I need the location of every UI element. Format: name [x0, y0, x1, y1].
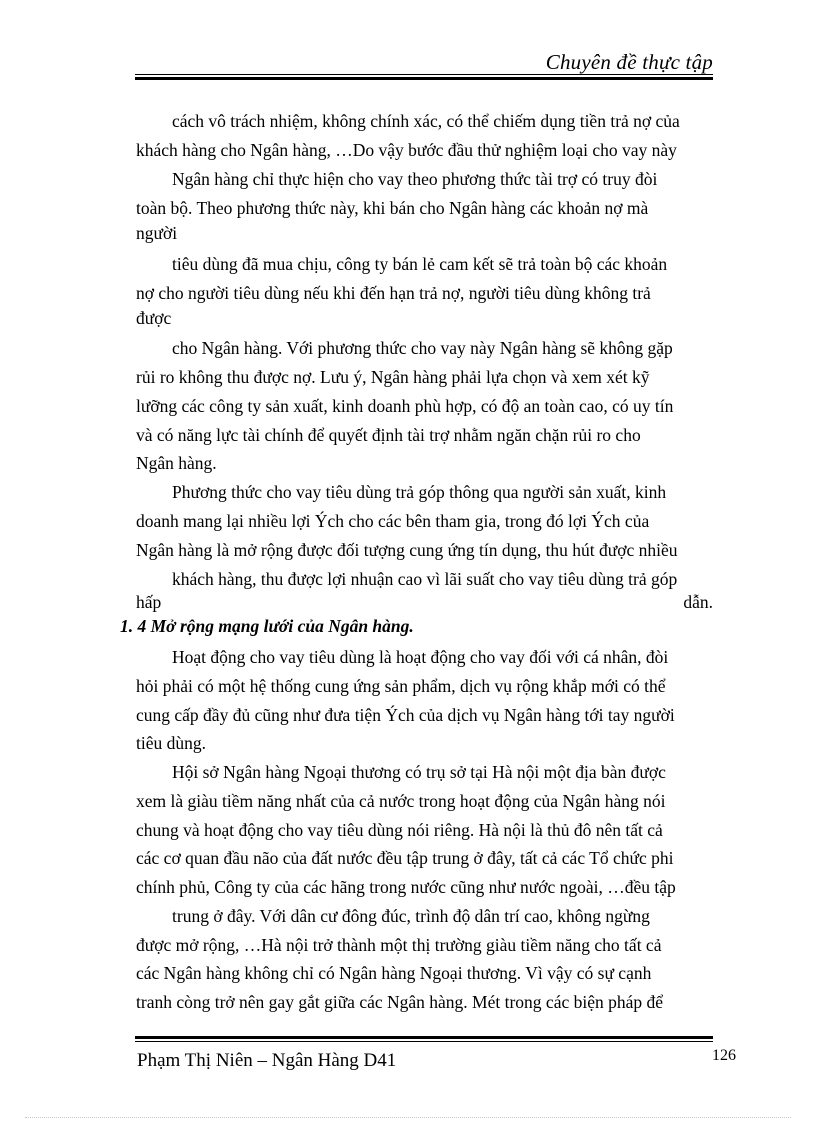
text-line: nợ cho người tiêu dùng nếu khi đến hạn trả nợ, người tiêu dùng không trả [136, 283, 651, 303]
footer-rule-thick [135, 1036, 713, 1039]
text-line: tiêu dùng. [136, 733, 206, 753]
section-heading: 1. 4 Mở rộng mạng lưới của Ngân hàng. [120, 616, 414, 636]
text-line: Phương thức cho vay tiêu dùng trả góp thông qua người sản xuất, kinh [172, 482, 667, 502]
text-line: xem là giàu tiềm năng nhất của cả nước trong hoạt động của Ngân hàng nói [136, 791, 666, 811]
text-line: cho Ngân hàng. Với phương thức cho vay này Ngân hàng sẽ không gặp [172, 338, 673, 358]
text-line: cung cấp đầy đủ cũng như đưa tiện Ých của dịch vụ Ngân hàng tới tay người [136, 705, 675, 725]
text-line: các Ngân hàng không chỉ có Ngân hàng Ngoại thương. Vì vậy có sự cạnh [136, 963, 652, 983]
footer-rule-thin [135, 1041, 713, 1042]
text-line: Hội sở Ngân hàng Ngoại thương có trụ sở tại Hà nội một địa bàn được [172, 762, 666, 782]
text-line: các cơ quan đầu não của đất nước đều tập trung ở đây, tất cả các Tổ chức phi [136, 848, 674, 868]
text-line: người [136, 223, 178, 243]
footer-author: Phạm Thị Niên – Ngân Hàng D41 [137, 1050, 397, 1071]
text-line: cách vô trách nhiệm, không chính xác, có thể chiếm dụng tiền trả nợ của [172, 111, 680, 131]
text-line: Ngân hàng. [136, 453, 217, 473]
text-line: khách hàng, thu được lợi nhuận cao vì lãi suất cho vay tiêu dùng trả góp [172, 569, 678, 589]
text-line: rủi ro không thu được nợ. Lưu ý, Ngân hàng phải lựa chọn và xem xét kỹ [136, 367, 650, 387]
running-header: Chuyên đề thực tập [545, 50, 713, 74]
text-line: toàn bộ. Theo phương thức này, khi bán cho Ngân hàng các khoản nợ mà [136, 198, 649, 218]
text-line: chung và hoạt động cho vay tiêu dùng nói riêng. Hà nội là thủ đô nên tất cả [136, 820, 663, 840]
text-line: doanh mang lại nhiều lợi Ých cho các bên tham gia, trong đó lợi Ých của [136, 511, 650, 531]
header-rule-thick [135, 77, 713, 80]
page-edge-divider [25, 1117, 791, 1118]
text-line: Ngân hàng chỉ thực hiện cho vay theo phương thức tài trợ có truy đòi [172, 169, 658, 189]
text-line: được [136, 308, 172, 328]
text-line: và có năng lực tài chính để quyết định tài trợ nhằm ngăn chặn rủi ro cho [136, 425, 641, 445]
text-line: lưỡng các công ty sản xuất, kinh doanh phù hợp, có độ an toàn cao, có uy tín [136, 396, 674, 416]
text-line: khách hàng cho Ngân hàng, …Do vậy bước đầu thử nghiệm loại cho vay này [136, 140, 677, 160]
text-line: được mở rộng, …Hà nội trở thành một thị trường giàu tiềm năng cho tất cả [136, 935, 662, 955]
text-line: hỏi phải có một hệ thống cung ứng sản phẩm, dịch vụ rộng khắp mới có thể [136, 676, 666, 696]
text-line: tranh còng trở nên gay gắt giữa các Ngân hàng. Mét trong các biện pháp để [136, 992, 664, 1012]
text-line: Hoạt động cho vay tiêu dùng là hoạt động cho vay đối với cá nhân, đòi [172, 647, 669, 667]
header-rule-thin [135, 74, 713, 75]
text-line: hấp dẫn. [136, 592, 713, 612]
text-line: chính phủ, Công ty của các hãng trong nước cũng như nước ngoài, …đều tập [136, 877, 676, 897]
page-number: 126 [712, 1047, 736, 1064]
text-line: tiêu dùng đã mua chịu, công ty bán lẻ cam kết sẽ trả toàn bộ các khoản [172, 254, 668, 274]
text-line: Ngân hàng là mở rộng được đối tượng cung ứng tín dụng, thu hút được nhiều [136, 540, 678, 560]
text-line: trung ở đây. Với dân cư đông đúc, trình độ dân trí cao, không ngừng [172, 906, 650, 926]
